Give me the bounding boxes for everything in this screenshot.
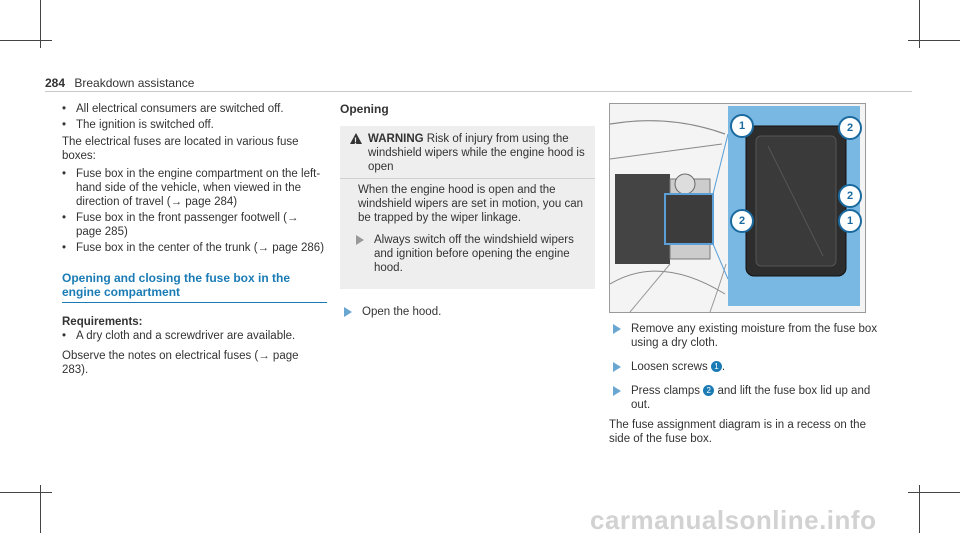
paragraph-observe: Observe the notes on electrical fuses (→ page 283). xyxy=(62,350,299,376)
arrow-icon xyxy=(613,324,621,334)
warning-triangle-icon: ! xyxy=(348,132,368,174)
list-item: • A dry cloth and a screwdriver are available. xyxy=(62,329,327,343)
requirements-label: Requirements: xyxy=(62,316,143,328)
section-title: Breakdown assistance xyxy=(74,76,195,90)
column-1 xyxy=(62,102,327,381)
step-item xyxy=(609,322,884,350)
subheading-opening: Opening xyxy=(340,102,389,116)
paragraph-footer: The fuse assignment diagram is in a recess on the side of the fuse box. xyxy=(609,419,866,445)
step-text: Open the hood. xyxy=(362,306,442,318)
callout-badge: 1 xyxy=(838,209,862,233)
warning-box xyxy=(340,126,595,289)
watermark: carmanualsonline.info xyxy=(590,505,877,535)
crop-mark xyxy=(0,40,52,41)
callout-badge: 2 xyxy=(838,184,862,208)
list-item: • Fuse box in the center of the trunk (→ page 286) xyxy=(62,241,327,255)
step-text: Loosen screws xyxy=(631,361,708,373)
page-number: 284 xyxy=(45,76,66,90)
arrow-icon xyxy=(344,307,352,317)
step-text: Press clamps xyxy=(631,385,701,397)
callout-number: 2 xyxy=(703,385,714,396)
page-header xyxy=(45,76,194,90)
step-item xyxy=(609,384,884,412)
warning-body: When the engine hood is open and the windshield wipers are set in motion, you can be trapped by the wiper linkage. xyxy=(358,184,584,224)
list-item: • The ignition is switched off. xyxy=(62,118,327,132)
step-item xyxy=(340,305,595,319)
paragraph-intro: The electrical fuses are located in various fuse boxes: xyxy=(62,136,299,162)
callout-badge: 2 xyxy=(838,116,862,140)
arrow-icon xyxy=(356,235,364,245)
crop-mark xyxy=(908,492,960,493)
step-text-end: . xyxy=(721,361,726,373)
step-item xyxy=(609,360,884,374)
list-item: • Fuse box in the front passenger footwell (→ page 285) xyxy=(62,211,327,239)
step-text-end: and lift the fuse box lid up and out. xyxy=(631,385,871,411)
arrow-icon xyxy=(613,362,621,372)
list-item: • Fuse box in the engine compartment on the left-hand side of the vehicle, when viewed in the direction of travel (→ page 284) xyxy=(62,167,327,209)
callout-badge: 1 xyxy=(730,114,754,138)
engine-compartment-figure xyxy=(609,103,866,313)
column-3 xyxy=(609,322,884,450)
warning-label: WARNING xyxy=(368,133,424,145)
header-divider xyxy=(45,91,912,92)
crop-mark xyxy=(0,492,52,493)
crop-mark xyxy=(908,40,960,41)
column-2 xyxy=(340,102,595,325)
list-item: • All electrical consumers are switched off. xyxy=(62,102,327,116)
warning-action xyxy=(352,233,585,275)
callout-number: 1 xyxy=(711,361,722,372)
arrow-icon xyxy=(613,386,621,396)
step-text: Remove any existing moisture from the fuse box using a dry cloth. xyxy=(631,323,878,349)
warning-action-text: Always switch off the windshield wipers and ignition before opening the engine hood. xyxy=(374,234,574,274)
callout-badge: 2 xyxy=(730,209,754,233)
warning-title: Risk of injury from using the windshield wipers while the engine hood is open xyxy=(368,133,585,173)
section-heading: Opening and closing the fuse box in the engine compartment xyxy=(62,271,327,303)
